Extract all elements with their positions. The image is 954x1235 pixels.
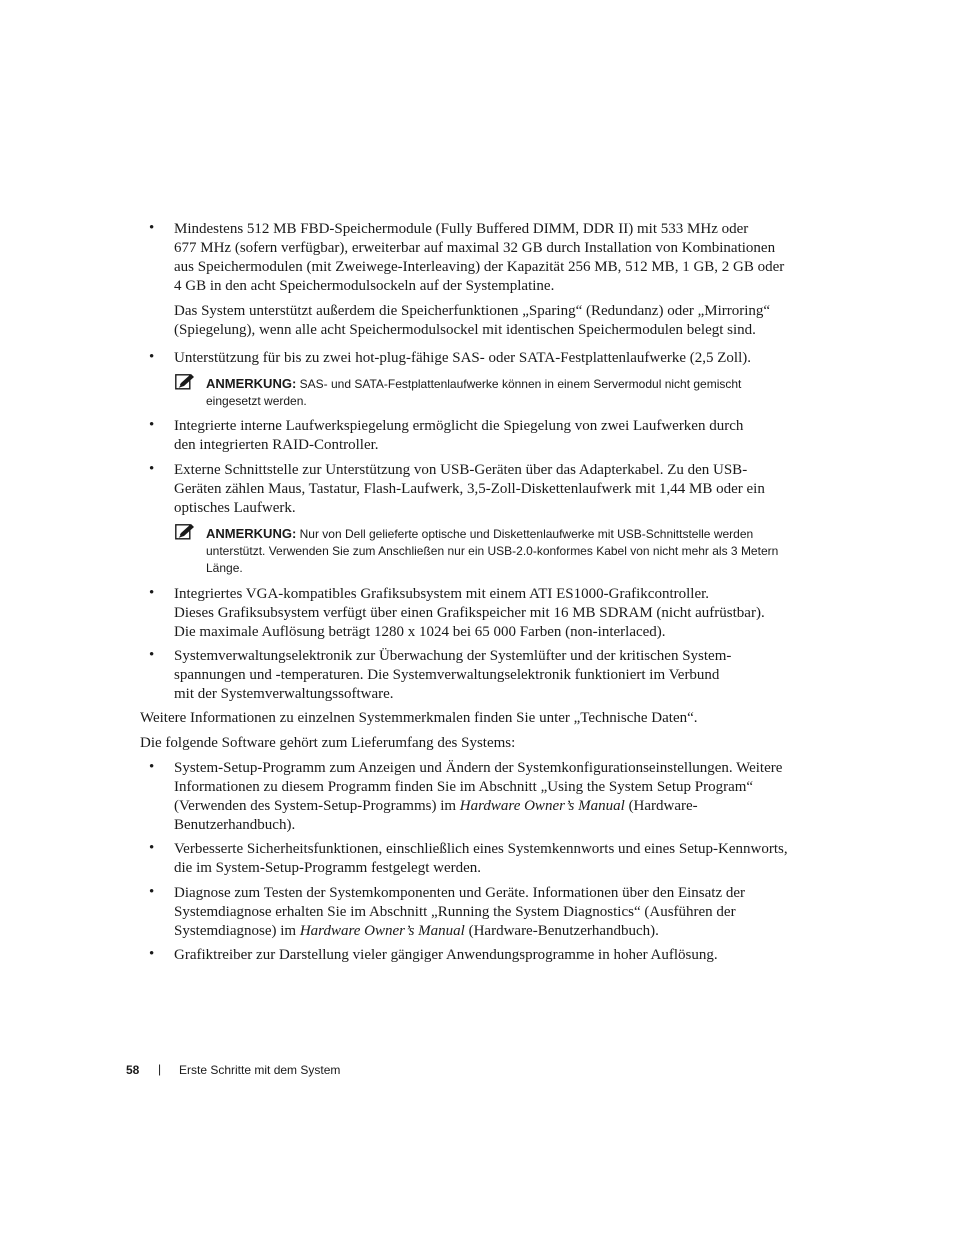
note-text: eingesetzt werden. (206, 394, 307, 408)
text-line: den integrierten RAID-Controller. (174, 437, 379, 453)
note-label: ANMERKUNG: (206, 376, 297, 391)
text-line: Weitere Informationen zu einzelnen Systemmerkmalen finden Sie unter „Technische Daten“. (140, 710, 698, 726)
bullet-marker: • (149, 585, 155, 601)
bullet-item-security (174, 840, 788, 878)
bullet-item-diagnostics (174, 884, 745, 941)
text-line: Unterstützung für bis zu zwei hot-plug-fähige SAS- oder SATA-Festplattenlaufwerke (2,5 Zoll). (174, 350, 751, 366)
note-pencil-icon (175, 524, 195, 541)
note-usb-drives (206, 525, 778, 577)
text-span: Systemdiagnose) im (174, 923, 300, 939)
text-line: Externe Schnittstelle zur Unterstützung von USB-Geräten über das Adapterkabel. Zu den USB- (174, 462, 748, 478)
text-line: Systemverwaltungselektronik zur Überwachung der Systemlüfter und der kritischen System- (174, 648, 732, 664)
text-line: Benutzerhandbuch). (174, 817, 296, 833)
bullet-item-setup-program (174, 759, 782, 835)
bullet-item-graphics-drivers (174, 946, 718, 965)
text-line: die im System-Setup-Programm festgelegt werden. (174, 860, 482, 876)
note-text: SAS- und SATA-Festplattenlaufwerke können in einem Servermodul nicht gemischt (299, 377, 742, 391)
footer-section-title: Erste Schritte mit dem System (179, 1063, 341, 1077)
footer-separator: | (158, 1062, 162, 1076)
bullet-item-management (174, 647, 731, 704)
note-pencil-icon (175, 374, 195, 391)
text-line: Die folgende Software gehört zum Lieferumfang des Systems: (140, 735, 516, 751)
text-line: Grafiktreiber zur Darstellung vieler gängiger Anwendungsprogramme in hoher Auflösung. (174, 947, 718, 963)
paragraph-more-info (140, 709, 698, 728)
bullet-item-drives (174, 349, 751, 368)
text-line: Dieses Grafiksubsystem verfügt über einen Grafikspeicher mit 16 MB SDRAM (nicht aufrüstbar). (174, 605, 765, 621)
manual-title: Hardware Owner’s Manual (299, 923, 465, 939)
bullet-marker: • (149, 349, 155, 365)
text-line: Das System unterstützt außerdem die Speicherfunktionen „Sparing“ (Redundanz) oder „Mirroring“ (174, 303, 771, 319)
bullet-marker: • (149, 461, 155, 477)
bullet-item-usb (174, 461, 765, 518)
text-line: 4 GB in den acht Speichermodulsockeln auf der Systemplatine. (174, 278, 555, 294)
page-number: 58 (126, 1063, 140, 1077)
bullet-item-graphics (174, 585, 765, 642)
paragraph-software (140, 734, 515, 753)
bullet-marker: • (149, 840, 155, 856)
text-line: Mindestens 512 MB FBD-Speichermodule (Fully Buffered DIMM, DDR II) mit 533 MHz oder (174, 221, 749, 237)
text-line: optisches Laufwerk. (174, 500, 296, 516)
manual-title: Hardware Owner’s Manual (459, 798, 625, 814)
note-sas-sata (206, 375, 741, 410)
text-span: (Verwenden des System-Setup-Programms) im (174, 798, 460, 814)
text-line: Systemdiagnose erhalten Sie im Abschnitt „Running the System Diagnostics“ (Ausführen der (174, 904, 736, 920)
note-label: ANMERKUNG: (206, 526, 297, 541)
text-span: (Hardware-Benutzerhandbuch). (464, 923, 659, 939)
bullet-item-memory (174, 220, 784, 296)
bullet-marker: • (149, 884, 155, 900)
text-line: 677 MHz (sofern verfügbar), erweiterbar auf maximal 32 GB durch Installation von Kombinationen (174, 240, 776, 256)
text-line: Integriertes VGA-kompatibles Grafiksubsystem mit einem ATI ES1000-Grafikcontroller. (174, 586, 710, 602)
text-line: Verbesserte Sicherheitsfunktionen, einschließlich eines Systemkennworts und eines Setup-Kennworts, (174, 841, 788, 857)
text-line: aus Speichermodulen (mit Zweiwege-Interleaving) der Kapazität 256 MB, 512 MB, 1 GB, 2 GB oder (174, 259, 785, 275)
text-line: Diagnose zum Testen der Systemkomponenten und Geräte. Informationen über den Einsatz der (174, 885, 746, 901)
note-text: unterstützt. Verwenden Sie zum Anschließen nur ein USB-2.0-konformes Kabel von nicht mehr als 3 Metern (206, 544, 779, 558)
text-line: Informationen zu diesem Programm finden Sie im Abschnitt „Using the System Setup Program“ (174, 779, 754, 795)
bullet-marker: • (149, 417, 155, 433)
bullet-marker: • (149, 220, 155, 236)
text-line: System-Setup-Programm zum Anzeigen und Ändern der Systemkonfigurationseinstellungen. Weitere (174, 760, 783, 776)
bullet-marker: • (149, 946, 155, 962)
note-text: Nur von Dell gelieferte optische und Diskettenlaufwerke mit USB-Schnittstelle werden (299, 527, 754, 541)
text-line: Geräten zählen Maus, Tastatur, Flash-Laufwerk, 3,5-Zoll-Diskettenlaufwerk mit 1,44 MB oder ein (174, 481, 765, 497)
text-line: (Spiegelung), wenn alle acht Speichermodulsockel mit identischen Speichermodulen belegt sind. (174, 322, 756, 338)
text-line: spannungen und -temperaturen. Die Systemverwaltungselektronik funktioniert im Verbund (174, 667, 720, 683)
note-text: Länge. (206, 561, 243, 575)
bullet-marker: • (149, 759, 155, 775)
bullet-item-memory-continued (174, 302, 770, 340)
text-line: Die maximale Auflösung beträgt 1280 x 1024 bei 65 000 Farben (non-interlaced). (174, 624, 666, 640)
bullet-marker: • (149, 647, 155, 663)
text-line: mit der Systemverwaltungssoftware. (174, 686, 394, 702)
text-line: Integrierte interne Laufwerkspiegelung ermöglicht die Spiegelung von zwei Laufwerken durch (174, 418, 744, 434)
bullet-item-mirroring (174, 417, 743, 455)
text-span: (Hardware- (624, 798, 698, 814)
